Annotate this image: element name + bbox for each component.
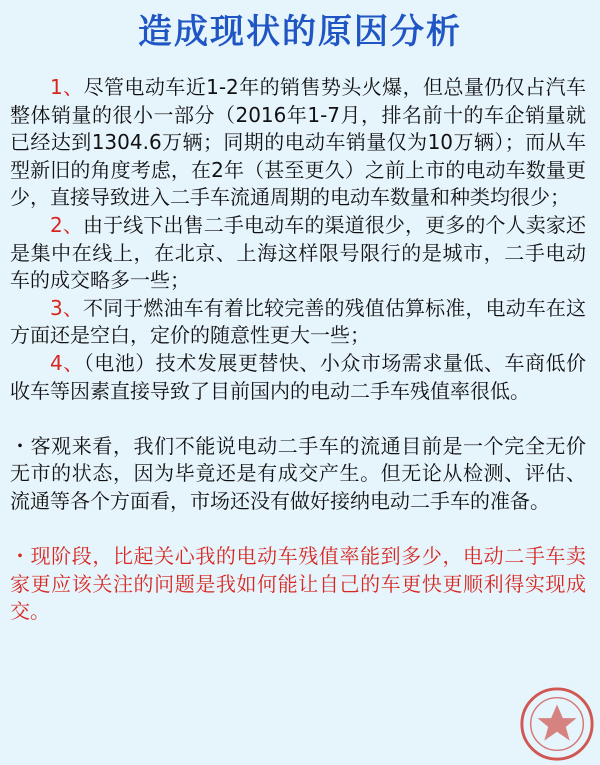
reason-number: 3、 <box>50 295 83 320</box>
reason-paragraph-1 <box>10 74 586 212</box>
reason-paragraph-4 <box>10 350 586 405</box>
summary-paragraph: ・客观来看，我们不能说电动二手车的流通目前是一个完全无价无市的状态，因为毕竟还是有成交产生。但无论从检测、评估、流通等各个方面看，市场还没有做好接纳电动二手车的准备。 <box>10 433 586 513</box>
reason-text: 由于线下出售二手电动车的渠道很少，更多的个人卖家还是集中在线上，在北京、上海这样限号限行的是城市，二手电动车的成交略多一些； <box>10 212 586 293</box>
seal-icon <box>518 685 596 763</box>
reason-number: 2、 <box>50 212 83 237</box>
reason-text: 不同于燃油车有着比较完善的残值估算标准，电动车在这方面还是空白，定价的随意性更大一些； <box>10 295 586 348</box>
reason-number: 4、 <box>50 350 84 375</box>
reason-text: （电池）技术发展更替快、小众市场需求量低、车商低价收车等因素直接导致了目前国内的电动二手车残值率很低。 <box>10 350 586 403</box>
spacer <box>10 405 586 433</box>
article-body <box>0 74 600 626</box>
page-title: 造成现状的原因分析 <box>138 12 462 52</box>
reason-paragraph-2 <box>10 212 586 295</box>
conclusion-paragraph: ・现阶段，比起关心我的电动车残值率能到多少，电动二手车卖家更应该关注的问题是我如何能让自己的车更快更顺利得实现成交。 <box>10 544 586 624</box>
reason-text: 尽管电动车近1-2年的销售势头火爆，但总量仍仅占汽车整体销量的很小一部分（2016年1-7月，排名前十的车企销量就已经达到1304.6万辆；同期的电动车销量仅为10万辆）；而从车型新旧的角度考虑，在2年（甚至更久）之前上市的电动车数量更少，直接导致进入二手车流通周期的电动车数量和种类均很少； <box>10 75 586 210</box>
reason-paragraph-3 <box>10 295 586 350</box>
spacer <box>10 516 586 544</box>
reason-number: 1、 <box>50 75 84 99</box>
